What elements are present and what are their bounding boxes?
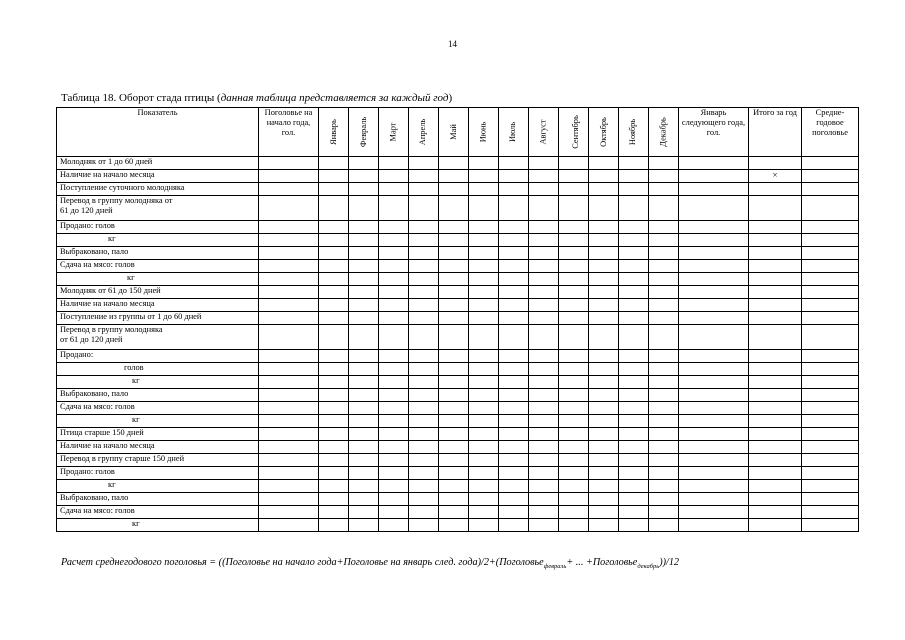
row-label: кг [57, 234, 259, 247]
table-row [57, 247, 859, 260]
table-row [57, 402, 859, 415]
row-label: Выбраковано, пало [57, 247, 259, 260]
table-row [57, 454, 859, 467]
header-month-may: Май [439, 108, 469, 157]
herd-turnover-table [56, 107, 859, 532]
table-row [57, 299, 859, 312]
row-label: кг [57, 415, 259, 428]
header-jan-next: Январь следующего года, гол. [679, 108, 749, 157]
table-row [57, 467, 859, 480]
header-year-total: Итого за год [749, 108, 802, 157]
header-row [57, 108, 859, 157]
header-month-dec: Декабрь [649, 108, 679, 157]
table-caption [61, 92, 452, 104]
row-label: Перевод в группу молодняка от 61 до 120 дней [57, 196, 259, 221]
table-row [57, 312, 859, 325]
header-month-apr: Апрель [409, 108, 439, 157]
row-label: Сдача на мясо: голов [57, 506, 259, 519]
row-label: Поступление из группы от 1 до 60 дней [57, 312, 259, 325]
average-stock-formula: Расчет среднегодового поголовья = ((Поголовье на начало года+Поголовье на январь след. года)/2+(Поголовье$_{февраль}$+ ... +Поголовье$_{декабрь}$))/12 [61, 557, 680, 571]
header-month-jul: Июль [499, 108, 529, 157]
row-label: Перевод в группу старше 150 дней [57, 454, 259, 467]
table-row [57, 506, 859, 519]
caption-note: данная таблица представляется за каждый год [220, 92, 449, 104]
section-title: Молодняк от 1 до 60 дней [57, 157, 259, 170]
section-title: Птица старше 150 дней [57, 428, 259, 441]
table-row [57, 196, 859, 221]
table-row [57, 234, 859, 247]
table-row [57, 389, 859, 402]
row-label: Поступление суточного молодняка [57, 183, 259, 196]
caption-close: ) [448, 92, 453, 104]
table-row [57, 376, 859, 389]
header-month-feb: Февраль [349, 108, 379, 157]
header-month-jan: Январь [319, 108, 349, 157]
table-row [57, 519, 859, 532]
cross-mark: × [749, 170, 802, 183]
header-month-oct: Октябрь [589, 108, 619, 157]
table-row [57, 441, 859, 454]
table-row [57, 157, 859, 170]
table-row [57, 221, 859, 234]
table-row [57, 286, 859, 299]
header-month-nov: Ноябрь [619, 108, 649, 157]
page-number: 14 [448, 39, 457, 49]
row-label: Продано: голов [57, 221, 259, 234]
row-label: кг [57, 376, 259, 389]
section-title: Молодняк от 61 до 150 дней [57, 286, 259, 299]
row-label: Сдача на мясо: голов [57, 260, 259, 273]
header-month-aug: Август [529, 108, 559, 157]
row-label: кг [57, 273, 259, 286]
row-label: Наличие на начало месяца [57, 441, 259, 454]
header-start-stock: Поголовье на начало года, гол. [259, 108, 319, 157]
header-indicator: Показатель [57, 108, 259, 157]
row-label: Наличие на начало месяца [57, 299, 259, 312]
table-row [57, 260, 859, 273]
table-row [57, 170, 859, 183]
row-label: Продано: [57, 350, 259, 363]
table-row [57, 428, 859, 441]
row-label: кг [57, 480, 259, 493]
header-month-jun: Июнь [469, 108, 499, 157]
header-month-mar: Март [379, 108, 409, 157]
table-row [57, 415, 859, 428]
table-row [57, 480, 859, 493]
row-label: кг [57, 519, 259, 532]
row-label: Продано: голов [57, 467, 259, 480]
table-row [57, 493, 859, 506]
header-month-sep: Сентябрь [559, 108, 589, 157]
row-label: Перевод в группу молодняка от 61 до 120 дней [57, 325, 259, 350]
caption-main: Таблица 18. Оборот стада птицы ( [61, 92, 221, 104]
row-label: голов [57, 363, 259, 376]
row-label: Сдача на мясо: голов [57, 402, 259, 415]
row-label: Наличие на начало месяца [57, 170, 259, 183]
table-row [57, 183, 859, 196]
table-row [57, 273, 859, 286]
table-row [57, 363, 859, 376]
table-row [57, 325, 859, 350]
table-row [57, 350, 859, 363]
row-label: Выбраковано, пало [57, 493, 259, 506]
row-label: Выбраковано, пало [57, 389, 259, 402]
header-avg-stock: Средне-годовое поголовье [802, 108, 859, 157]
